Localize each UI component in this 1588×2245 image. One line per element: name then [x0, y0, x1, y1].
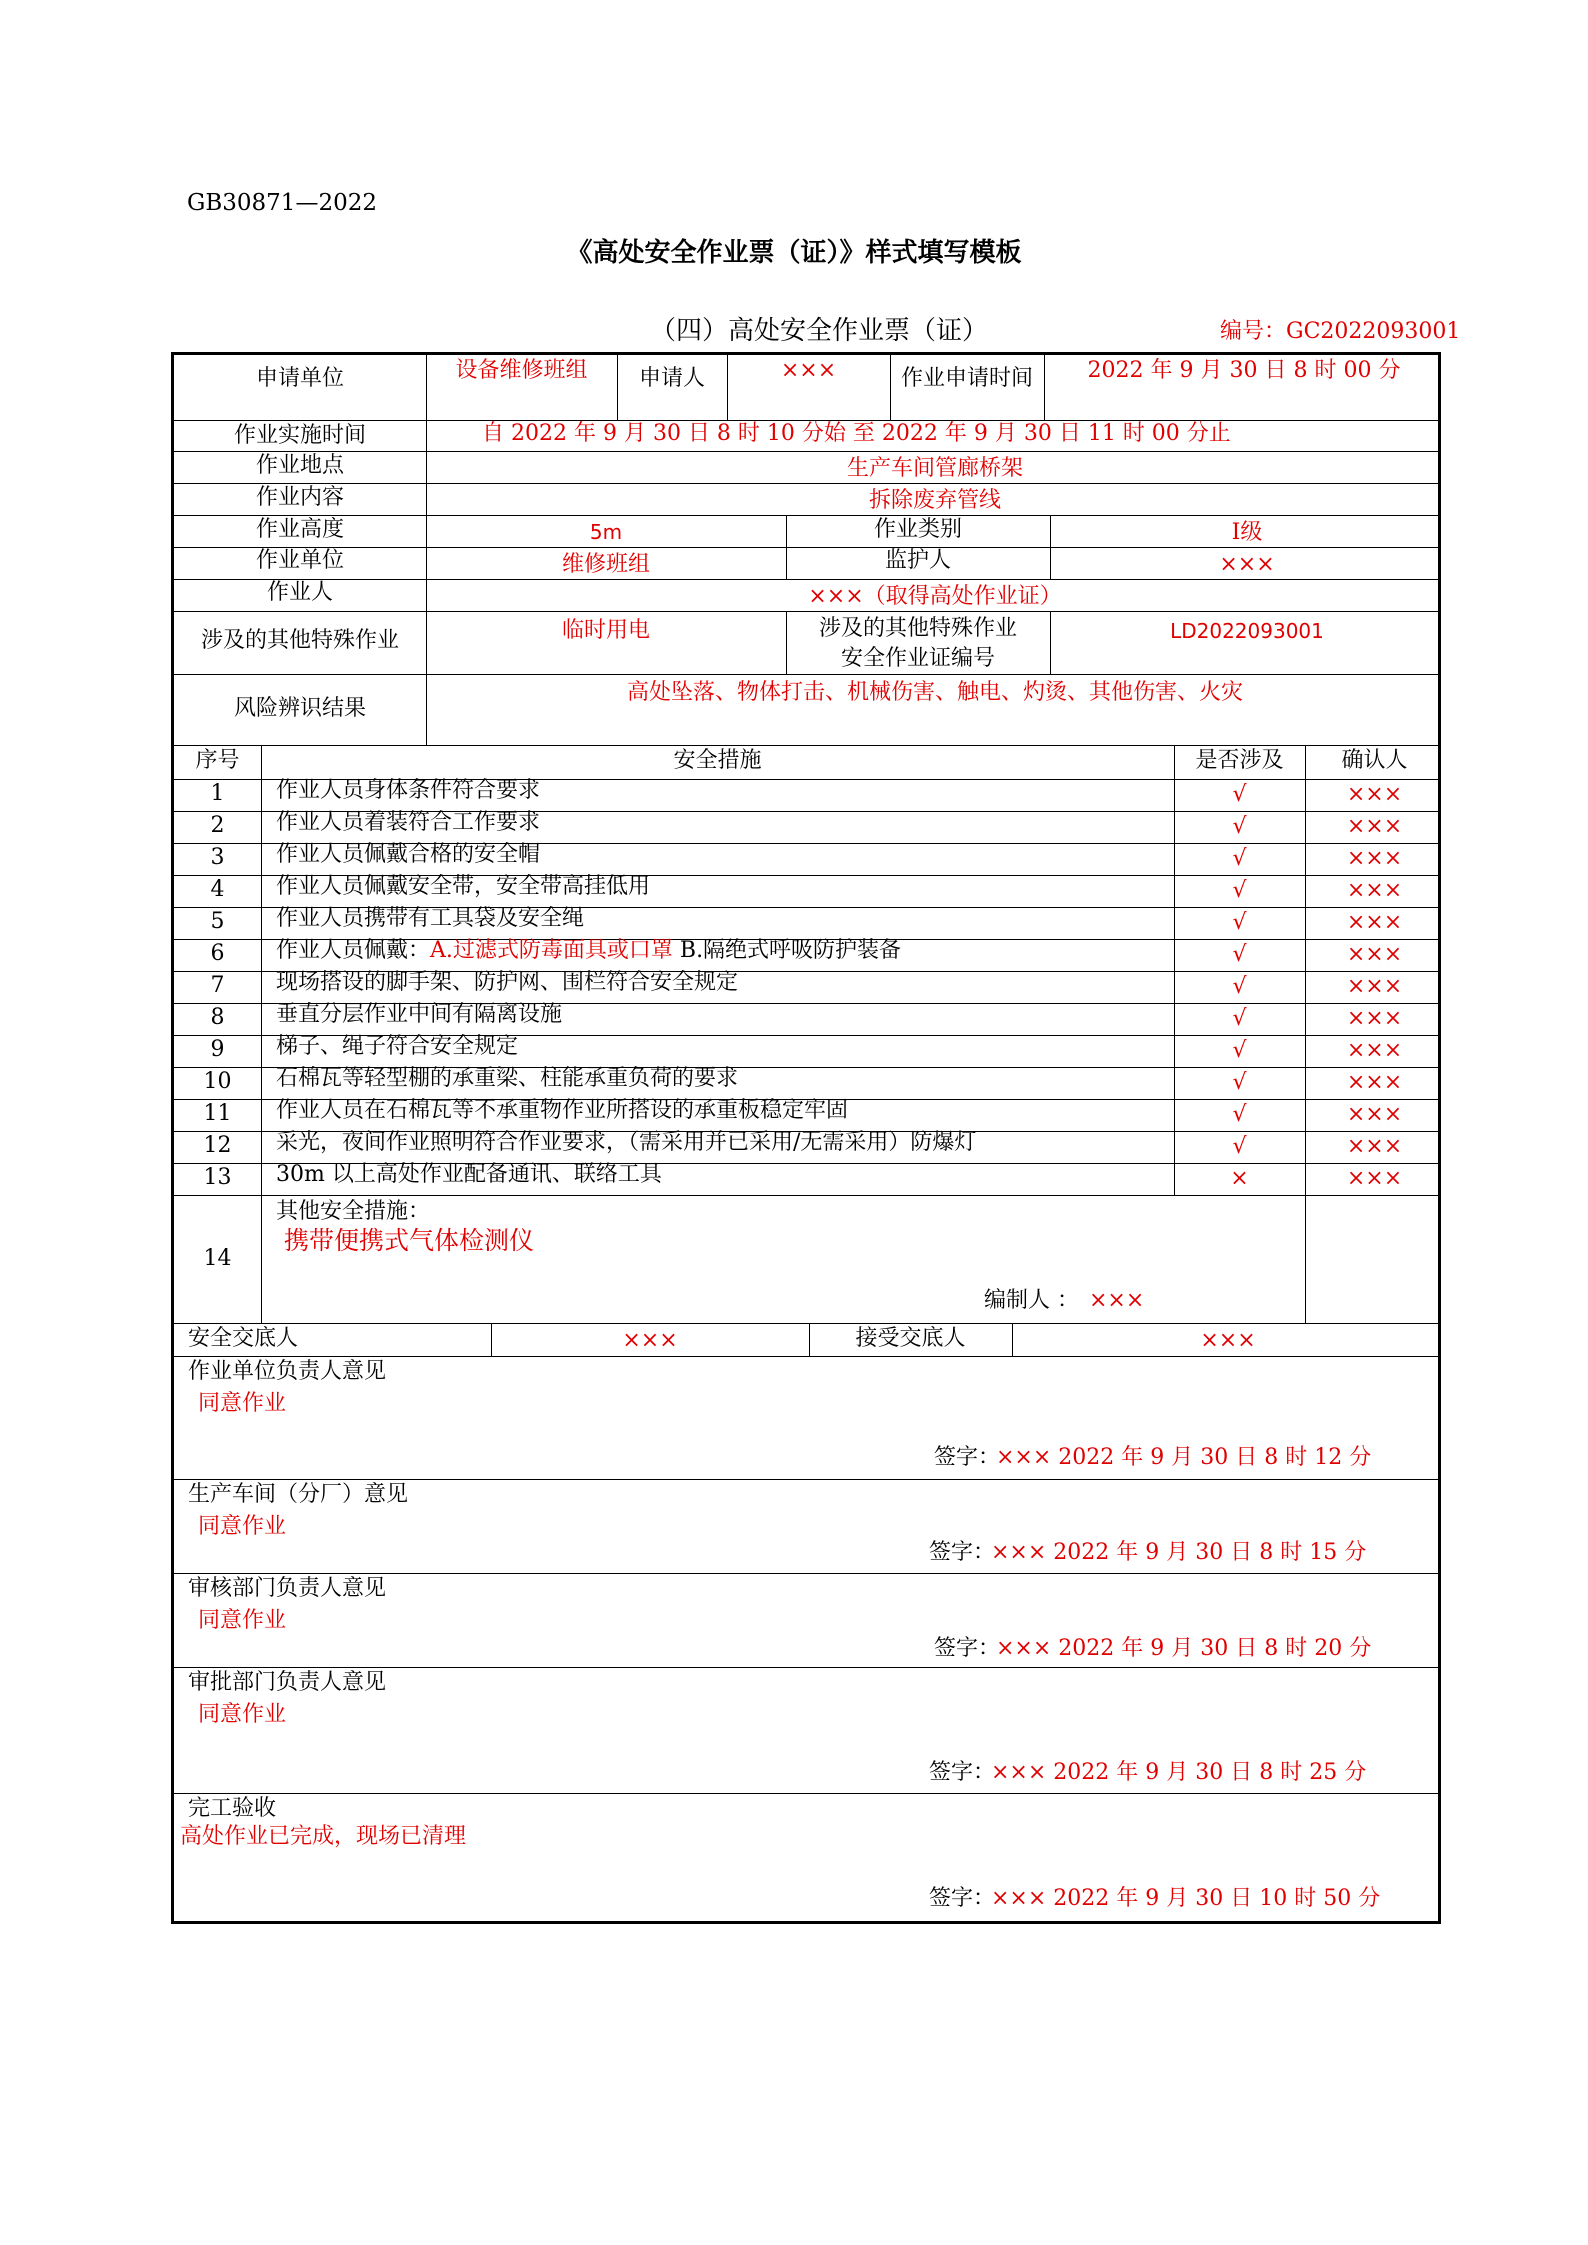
risk-label: 风险辨识结果: [233, 696, 366, 721]
content-value: 拆除废弃管线: [868, 488, 1001, 513]
confirmer-value: ×××: [1346, 974, 1403, 999]
other-measures-value: 携带便携式气体检测仪: [284, 1226, 535, 1255]
work-unit-value: 维修班组: [561, 552, 650, 577]
risk-value: 高处坠落、物体打击、机械伤害、触电、灼烫、其他伤害、火灾: [626, 680, 1243, 705]
content-label: 作业内容: [255, 485, 344, 510]
signature-value: ××× 2022 年 9 月 30 日 8 时 20 分: [996, 1636, 1372, 1661]
signature-label: 签字：: [934, 1636, 1001, 1661]
measure-text-tail: B.隔绝式呼吸防护装备: [672, 938, 902, 963]
measure-text-main: 梯子、绳子符合安全规定: [276, 1034, 519, 1059]
measure-seq: 14: [203, 1246, 232, 1271]
involved-mark: √: [1232, 1070, 1247, 1095]
involved-mark: √: [1232, 1038, 1247, 1063]
measure-text-selected: A.过滤式防毒面具或口罩: [430, 938, 673, 963]
signature-value: ××× 2022 年 9 月 30 日 8 时 25 分: [991, 1760, 1367, 1785]
involved-mark: √: [1232, 846, 1247, 871]
handover-giver-label: 安全交底人: [188, 1326, 299, 1351]
signature-label: 签字：: [929, 1540, 996, 1565]
completion-label: 完工验收: [188, 1796, 277, 1821]
confirmer-value: ×××: [1346, 814, 1403, 839]
measure-header: 安全措施: [673, 748, 762, 773]
measure-text: [276, 809, 540, 837]
opinion-label: 审核部门负责人意见: [188, 1576, 387, 1601]
confirmer-value: ×××: [1346, 1038, 1403, 1063]
involved-mark: √: [1232, 974, 1247, 999]
measure-seq: 7: [210, 973, 225, 998]
special-cert-label: 涉及的其他特殊作业: [818, 616, 1017, 641]
form-number-value: GC2022093001: [1286, 319, 1461, 344]
work-time-label: 作业实施时间: [233, 423, 366, 448]
involved-mark: √: [1232, 782, 1247, 807]
measure-text-main: 作业人员携带有工具袋及安全绳: [276, 906, 585, 931]
height-label: 作业高度: [255, 517, 344, 542]
opinion-value: 同意作业: [198, 1391, 287, 1416]
confirmer-header: 确认人: [1341, 748, 1408, 773]
apply-time-value: 2022 年 9 月 30 日 8 时 00 分: [1087, 358, 1401, 383]
signature-label: 签字：: [929, 1760, 996, 1785]
measure-text-main: 垂直分层作业中间有隔离设施: [276, 1002, 563, 1027]
other-measures-label: 其他安全措施：: [276, 1199, 431, 1224]
form-subtitle: （四）高处安全作业票（证）: [650, 316, 989, 346]
guardian-value: ×××: [1219, 552, 1275, 577]
signature-label: 签字：: [929, 1886, 996, 1911]
signature-value: ××× 2022 年 9 月 30 日 8 时 12 分: [996, 1445, 1372, 1470]
category-label: 作业类别: [873, 517, 962, 542]
measure-text: [276, 969, 738, 997]
height-value: 5m: [589, 520, 623, 544]
opinion-label: 作业单位负责人意见: [188, 1359, 387, 1384]
measure-seq: 10: [203, 1069, 232, 1094]
opinion-label: 审批部门负责人意见: [188, 1670, 387, 1695]
measure-text: [276, 1065, 738, 1093]
measure-text-main: 作业人员佩戴合格的安全帽: [276, 842, 541, 867]
worker-label: 作业人: [266, 580, 333, 605]
measure-text-main: 现场搭设的脚手架、防护网、围栏符合安全规定: [276, 970, 739, 995]
page-title: 《高处安全作业票（证）》样式填写模板: [566, 238, 1022, 268]
involved-mark: √: [1232, 1134, 1247, 1159]
worker-value: ×××（取得高处作业证）: [808, 584, 1062, 609]
measure-text-main: 作业人员佩戴安全带，安全带高挂低用: [276, 874, 651, 899]
signature-value: ××× 2022 年 9 月 30 日 8 时 15 分: [991, 1540, 1367, 1565]
involved-mark: √: [1232, 910, 1247, 935]
opinion-value: 同意作业: [198, 1702, 287, 1727]
measure-seq: 3: [210, 845, 225, 870]
opinion-value: 同意作业: [198, 1514, 287, 1539]
involved-mark: √: [1232, 942, 1247, 967]
guardian-label: 监护人: [884, 548, 951, 573]
apply-unit-value: 设备维修班组: [455, 358, 588, 383]
applicant-value: ×××: [780, 358, 837, 383]
measure-text: [276, 873, 650, 901]
form-number: [1220, 314, 1460, 345]
measure-seq: 8: [210, 1005, 225, 1030]
measure-seq: 5: [210, 909, 225, 934]
special-cert-label-2: 安全作业证编号: [840, 646, 995, 671]
category-value: Ⅰ级: [1231, 520, 1263, 545]
special-work-label: 涉及的其他特殊作业: [200, 628, 399, 653]
measure-seq: 6: [210, 941, 225, 966]
completion-value: 高处作业已完成，现场已清理: [180, 1824, 467, 1849]
work-unit-label: 作业单位: [255, 548, 344, 573]
measure-text-main: 30m 以上高处作业配备通讯、联络工具: [276, 1162, 662, 1187]
measure-text: [276, 905, 584, 933]
confirmer-value: ×××: [1346, 910, 1403, 935]
applicant-label: 申请人: [638, 366, 705, 391]
confirmer-value: ×××: [1346, 846, 1403, 871]
confirmer-value: ×××: [1346, 782, 1403, 807]
location-label: 作业地点: [255, 453, 344, 478]
apply-time-label: 作业申请时间: [900, 366, 1033, 391]
opinion-value: 同意作业: [198, 1608, 287, 1633]
measure-text-main: 作业人员着装符合工作要求: [276, 810, 541, 835]
special-work-value: 临时用电: [561, 618, 650, 643]
measure-text-main: 作业人员在石棉瓦等不承重物作业所搭设的承重板稳定牢固: [276, 1098, 849, 1123]
confirmer-value: ×××: [1346, 1070, 1403, 1095]
measure-text: [276, 777, 540, 805]
handover-receiver-value: ×××: [1200, 1328, 1256, 1353]
measure-text: [276, 1001, 562, 1029]
measure-text: [276, 1033, 518, 1061]
measure-seq: 13: [203, 1165, 232, 1190]
handover-giver-value: ×××: [622, 1328, 678, 1353]
editor-label: 编制人 ：: [984, 1288, 1079, 1313]
confirmer-value: ×××: [1346, 878, 1403, 903]
confirmer-value: ×××: [1346, 1134, 1403, 1159]
standard-code: GB30871—2022: [187, 190, 377, 216]
location-value: 生产车间管廊桥架: [846, 456, 1023, 481]
measure-seq: 9: [210, 1037, 225, 1062]
confirmer-value: ×××: [1346, 942, 1403, 967]
measure-text: [276, 841, 540, 869]
measure-seq: 2: [210, 813, 225, 838]
measure-text-main: 作业人员佩戴：: [276, 938, 431, 963]
handover-receiver-label: 接受交底人: [855, 1326, 966, 1351]
work-time-value: 自 2022 年 9 月 30 日 8 时 10 分始 至 2022 年 9 月 30 日 11 时 00 分止: [482, 421, 1231, 446]
apply-unit-label: 申请单位: [255, 366, 344, 391]
confirmer-value: ×××: [1346, 1102, 1403, 1127]
measure-text: [276, 1129, 976, 1157]
opinion-label: 生产车间（分厂）意见: [188, 1482, 409, 1507]
measure-text-main: 作业人员身体条件符合要求: [276, 778, 541, 803]
signature-label: 签字：: [934, 1445, 1001, 1470]
special-cert-value: LD2022093001: [1170, 619, 1324, 643]
confirmer-value: ×××: [1346, 1006, 1403, 1031]
involved-header: 是否涉及: [1195, 748, 1284, 773]
measure-text: [276, 1161, 662, 1189]
measure-seq: 4: [210, 877, 225, 902]
measure-text: [276, 1097, 848, 1125]
editor-value: ×××: [1089, 1288, 1145, 1313]
signature-value: ××× 2022 年 9 月 30 日 10 时 50 分: [991, 1886, 1381, 1911]
involved-mark: √: [1232, 1006, 1247, 1031]
permit-form: [171, 352, 1441, 1924]
form-number-label: 编号：: [1220, 319, 1287, 344]
measure-seq: 12: [203, 1133, 232, 1158]
measure-text-main: 石棉瓦等轻型棚的承重梁、柱能承重负荷的要求: [276, 1066, 739, 1091]
measure-text: [276, 937, 901, 965]
measure-seq: 1: [210, 781, 225, 806]
involved-mark: ×: [1230, 1166, 1249, 1191]
involved-mark: √: [1232, 878, 1247, 903]
measure-seq: 11: [203, 1101, 232, 1126]
involved-mark: √: [1232, 1102, 1247, 1127]
seq-header: 序号: [195, 748, 240, 773]
measure-text-main: 采光，夜间作业照明符合作业要求，（需采用并已采用/无需采用）防爆灯: [276, 1130, 977, 1155]
involved-mark: √: [1232, 814, 1247, 839]
confirmer-value: ×××: [1346, 1166, 1403, 1191]
